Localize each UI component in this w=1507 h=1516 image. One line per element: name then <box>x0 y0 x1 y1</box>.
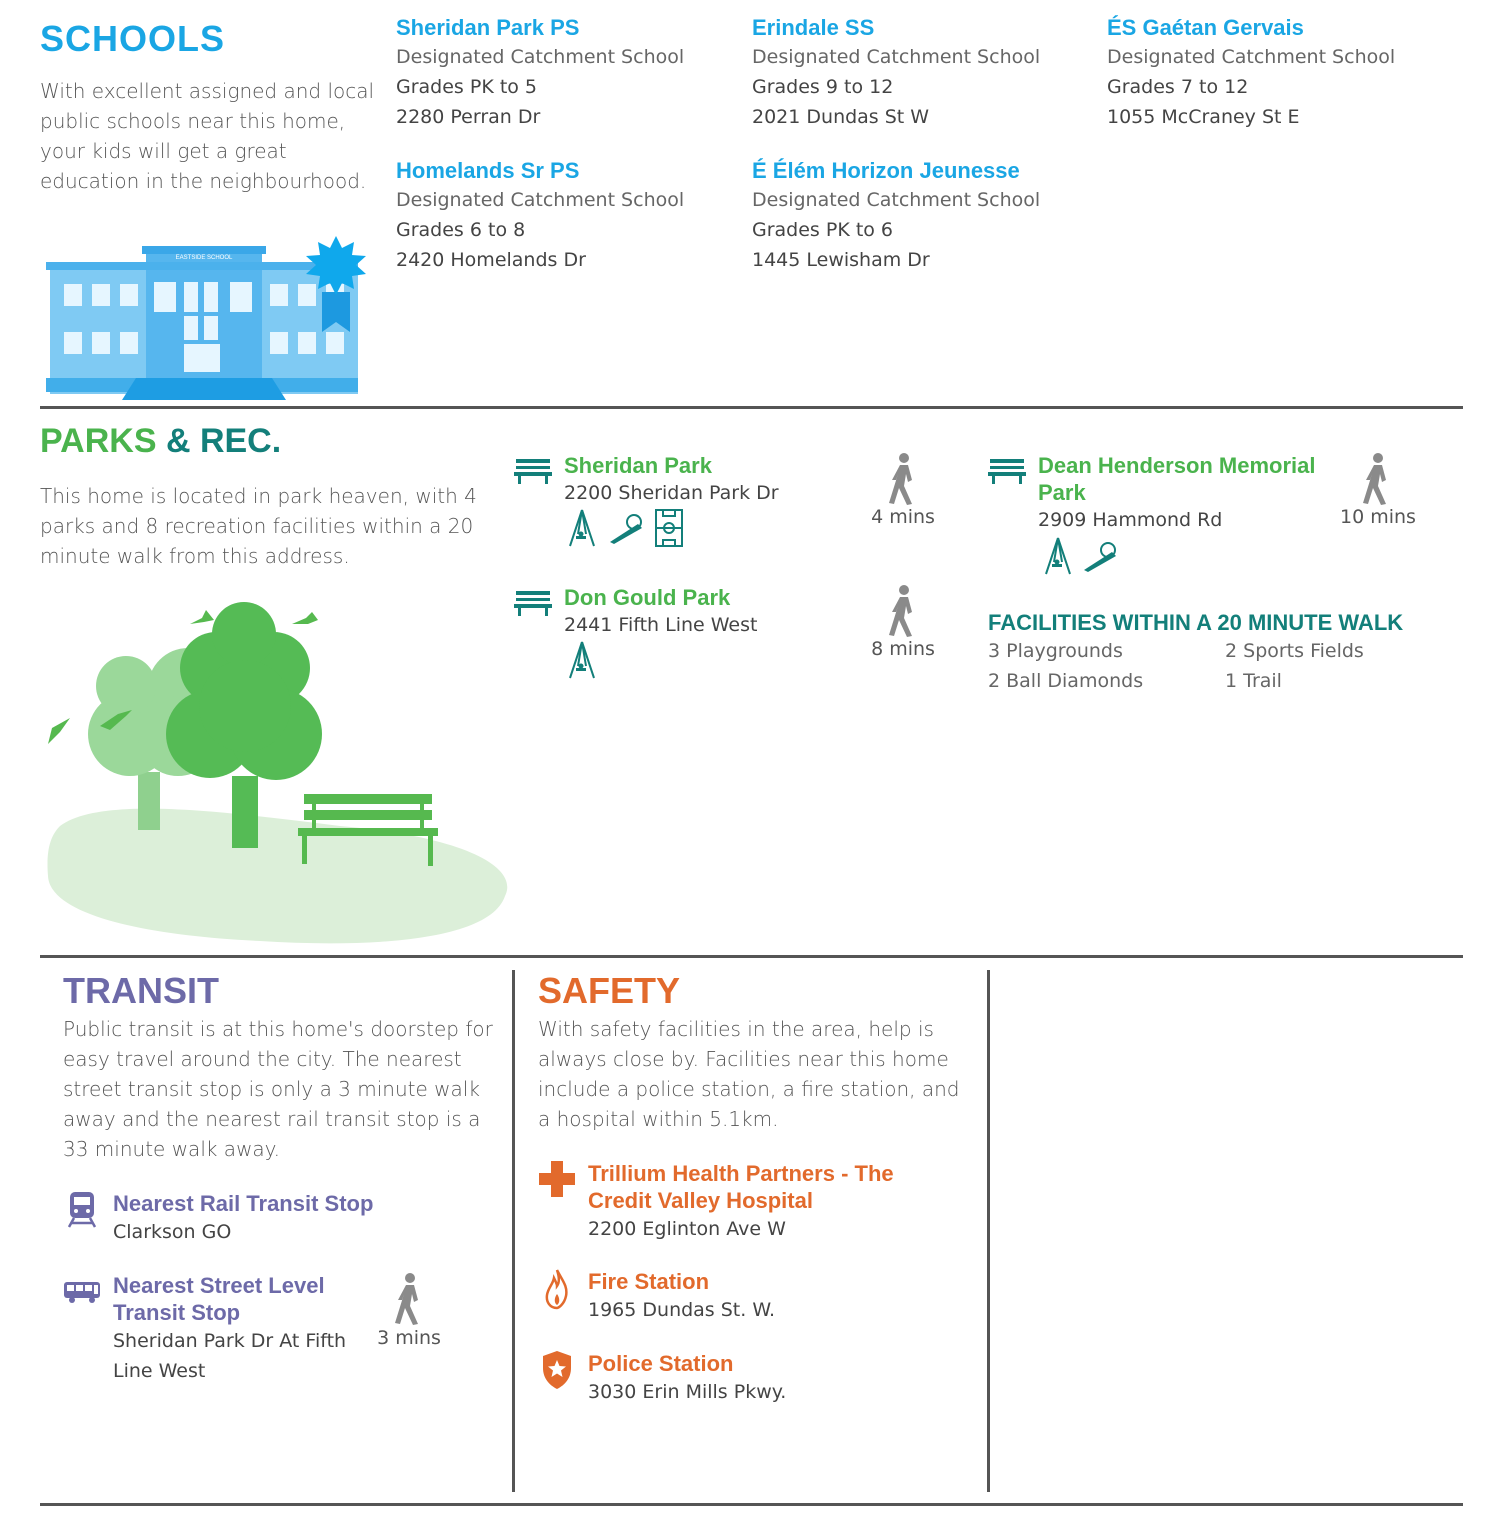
park-name[interactable] <box>1038 452 1348 506</box>
bench-icon <box>514 588 552 616</box>
facility-item: 2 Ball Diamonds <box>988 670 1144 692</box>
facility-item: 1 Trail <box>1225 670 1282 692</box>
playground-icon <box>566 640 598 680</box>
fire-icon <box>544 1268 570 1310</box>
bus-icon <box>63 1280 101 1304</box>
section-divider <box>40 955 1463 958</box>
hospital-name-line: Credit Valley Hospital <box>588 1188 813 1213</box>
sports-field-icon <box>654 508 684 548</box>
police-station-address: 3030 Erin Mills Pkwy. <box>588 1381 787 1403</box>
school-grades: Grades 7 to 12 <box>1107 76 1249 98</box>
playground-icon <box>566 508 598 548</box>
park-name[interactable]: Sheridan Park <box>564 453 712 478</box>
facility-item: 2 Sports Fields <box>1225 640 1364 662</box>
walk-time: 3 mins <box>377 1327 441 1349</box>
section-divider <box>40 1503 1463 1506</box>
playground-icon <box>1042 536 1074 576</box>
school-name[interactable]: ÉS Gaétan Gervais <box>1107 15 1304 40</box>
street-stop-label-line: Nearest Street Level <box>113 1273 325 1298</box>
safety-title: SAFETY <box>538 970 681 1011</box>
school-type: Designated Catchment School <box>396 46 685 68</box>
school-type: Designated Catchment School <box>396 189 685 211</box>
walking-icon <box>1360 452 1396 506</box>
walk-time: 4 mins <box>871 506 935 528</box>
park-name[interactable]: Don Gould Park <box>564 585 731 610</box>
school-address: 2021 Dundas St W <box>752 106 930 128</box>
school-grades: Grades PK to 6 <box>752 219 894 241</box>
column-divider <box>987 970 990 1492</box>
safety-description: With safety facilities in the area, help is always close by. Facilities near this home include a police station, a fire station, and a hospital within 5.1km. <box>538 1017 960 1131</box>
school-name[interactable]: É Élém Horizon Jeunesse <box>752 158 1020 183</box>
street-stop-value[interactable] <box>113 1326 373 1386</box>
school-name[interactable]: Homelands Sr PS <box>396 158 580 183</box>
bench-icon <box>514 456 552 484</box>
park-item <box>564 452 864 507</box>
schools-description: With excellent assigned and local public schools near this home, your kids will get a great education in the neighbourhood. <box>40 79 375 193</box>
parks-title <box>40 422 281 461</box>
park-illustration <box>40 596 514 946</box>
fire-station-name[interactable]: Fire Station <box>588 1269 710 1294</box>
facilities-title: FACILITIES WITHIN A 20 MINUTE WALK <box>988 610 1404 635</box>
hospital-name-line: Trillium Health Partners - The <box>588 1161 894 1186</box>
column-divider <box>512 970 515 1492</box>
park-address: 2909 Hammond Rd <box>1038 509 1223 531</box>
street-stop-value-line: Line West <box>113 1360 206 1382</box>
walking-icon <box>886 452 922 506</box>
school-item <box>752 14 1092 132</box>
school-address: 1445 Lewisham Dr <box>752 249 930 271</box>
rail-stop-label: Nearest Rail Transit Stop <box>113 1191 374 1216</box>
transit-title: TRANSIT <box>63 970 219 1011</box>
hospital-address: 2200 Eglinton Ave W <box>588 1218 786 1240</box>
school-item <box>396 157 736 275</box>
street-stop-label <box>113 1272 373 1326</box>
police-station-item <box>588 1350 948 1407</box>
park-name-line: Park <box>1038 480 1086 505</box>
schools-title: SCHOOLS <box>40 18 226 59</box>
walk-time: 10 mins <box>1340 506 1416 528</box>
school-sign: EASTSIDE SCHOOL <box>175 255 233 261</box>
section-divider <box>40 406 1463 409</box>
police-station-name[interactable]: Police Station <box>588 1351 734 1376</box>
police-badge-icon <box>541 1350 573 1390</box>
school-type: Designated Catchment School <box>1107 46 1396 68</box>
school-type: Designated Catchment School <box>752 189 1041 211</box>
fire-station-address: 1965 Dundas St. W. <box>588 1299 775 1321</box>
park-item <box>1038 452 1348 534</box>
transit-description: Public transit is at this home's doorstep for easy travel around the city. The nearest street transit stop is only a 3 minute walk away and the nearest rail transit stop is a 33 minute walk away. <box>63 1017 493 1161</box>
hospital-cross-icon <box>538 1160 576 1198</box>
park-item <box>564 584 864 639</box>
park-name-line: Dean Henderson Memorial <box>1038 453 1316 478</box>
street-stop-value-line: Sheridan Park Dr At Fifth <box>113 1330 347 1352</box>
school-building-illustration <box>46 232 386 400</box>
school-grades: Grades 6 to 8 <box>396 219 526 241</box>
school-address: 2420 Homelands Dr <box>396 249 586 271</box>
bench-icon <box>988 456 1026 484</box>
street-transit-stop <box>113 1272 373 1386</box>
school-type: Designated Catchment School <box>752 46 1041 68</box>
fire-station-item <box>588 1268 948 1325</box>
school-item <box>1107 14 1447 132</box>
school-item <box>752 157 1092 275</box>
parks-description: This home is located in park heaven, with 4 parks and 8 recreation facilities within a 20 minute walk from this address. <box>40 484 477 568</box>
rail-transit-stop <box>113 1190 373 1247</box>
park-address: 2200 Sheridan Park Dr <box>564 482 779 504</box>
ball-diamond-icon <box>608 512 648 544</box>
park-address: 2441 Fifth Line West <box>564 614 758 636</box>
train-icon <box>66 1190 98 1228</box>
rail-stop-value[interactable]: Clarkson GO <box>113 1221 232 1243</box>
parks-title-a: PARKS <box>40 422 157 460</box>
walking-icon <box>886 584 922 638</box>
school-address: 1055 McCraney St E <box>1107 106 1300 128</box>
school-address: 2280 Perran Dr <box>396 106 541 128</box>
hospital-item <box>588 1160 948 1244</box>
school-grades: Grades 9 to 12 <box>752 76 894 98</box>
parks-title-b: & REC. <box>165 422 282 460</box>
school-name[interactable]: Erindale SS <box>752 15 875 40</box>
walking-icon <box>392 1272 428 1326</box>
school-grades: Grades PK to 5 <box>396 76 538 98</box>
school-item <box>396 14 736 132</box>
street-stop-label-line: Transit Stop <box>113 1300 241 1325</box>
ball-diamond-icon <box>1082 540 1122 572</box>
hospital-name[interactable] <box>588 1160 948 1214</box>
school-name[interactable]: Sheridan Park PS <box>396 15 580 40</box>
facility-item: 3 Playgrounds <box>988 640 1123 662</box>
walk-time: 8 mins <box>871 638 935 660</box>
